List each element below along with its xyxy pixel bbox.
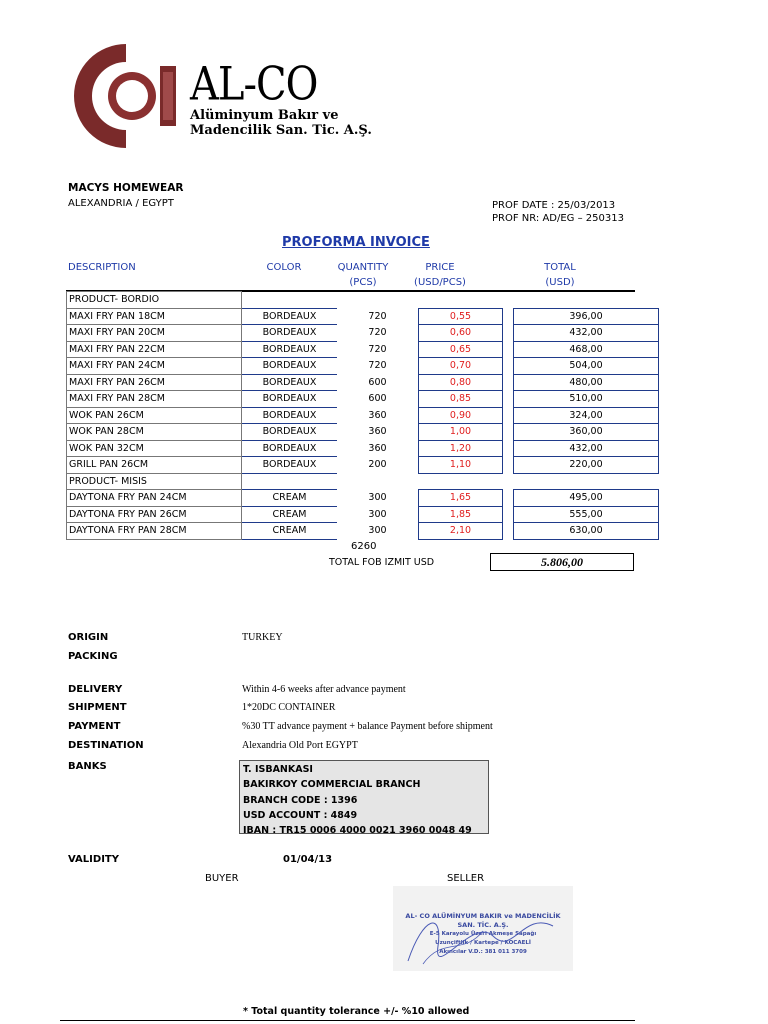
item-price: 0,55 [419,308,503,325]
cell-gap [503,325,514,342]
bank-iban: IBAN : TR15 0006 4000 0021 3960 0048 49 [243,825,472,837]
item-price: 1,20 [419,440,503,457]
cell-gap [503,308,514,325]
cell-gap [503,374,514,391]
item-color: BORDEAUX [242,457,338,474]
item-price [419,473,503,490]
table-row [67,407,659,424]
bank-branch: BAKIRKOY COMMERCIAL BRANCH [243,779,421,791]
prof-date: PROF DATE : 25/03/2013 [492,200,616,211]
item-total: 396,00 [514,308,659,325]
item-description: DAYTONA FRY PAN 28CM [67,523,242,540]
item-total: 432,00 [514,325,659,342]
validity-date: 01/04/13 [283,854,333,865]
customer-name: MACYS HOMEWEAR [68,182,184,194]
item-quantity: 300 [368,525,387,537]
table-row [67,440,659,457]
validity-label: VALIDITY [68,854,119,865]
cell-gap [503,407,514,424]
header-color: COLOR [266,262,302,273]
customer-address: ALEXANDRIA / EGYPT [68,198,174,209]
banks-label: BANKS [68,761,107,772]
section-row [67,292,659,309]
item-description: MAXI FRY PAN 26CM [67,374,242,391]
stamp-line-3: E-5 Karayolu Üzeri Akmeşe Sapağı [429,931,537,937]
item-total: 360,00 [514,424,659,441]
table-row [67,490,659,507]
item-total [514,292,659,309]
item-price: 0,85 [419,391,503,408]
cell-gap [503,506,514,523]
cell-gap [503,473,514,490]
item-color: BORDEAUX [242,308,338,325]
header-quantity: QUANTITY [337,262,389,273]
item-total: 432,00 [514,440,659,457]
delivery-value: Within 4-6 weeks after advance payment [242,684,406,695]
item-price [419,292,503,309]
item-total: 510,00 [514,391,659,408]
stamp-line-4: Uzunçiftlik / Kartepe / KOCAELİ [435,940,531,946]
header-description: DESCRIPTION [68,262,136,273]
item-price: 1,10 [419,457,503,474]
company-stamp [393,886,573,971]
item-quantity: 720 [368,310,387,322]
bank-usd-account: USD ACCOUNT : 4849 [243,809,358,821]
prof-number: PROF NR: AD/EG – 250313 [492,213,624,224]
item-price: 1,00 [419,424,503,441]
header-total: TOTAL [544,262,576,273]
items-table [66,291,659,540]
item-total: 480,00 [514,374,659,391]
company-logo-name: AL-CO [190,58,318,111]
item-color: BORDEAUX [242,374,338,391]
table-row [67,506,659,523]
item-color: BORDEAUX [242,341,338,358]
stamp-line-2: SAN. TİC. A.Ş. [457,921,509,929]
footer-note: * Total quantity tolerance +/- %10 allowed [243,1006,470,1017]
item-total: 324,00 [514,407,659,424]
item-description: MAXI FRY PAN 22CM [67,341,242,358]
item-description: MAXI FRY PAN 28CM [67,391,242,408]
shipment-value: 1*20DC CONTAINER [242,702,336,713]
item-total: 630,00 [514,523,659,540]
item-quantity: 300 [368,492,387,504]
page-title: PROFORMA INVOICE [282,235,430,250]
item-description: PRODUCT- MISIS [67,473,242,490]
item-price: 0,65 [419,341,503,358]
item-total: 495,00 [514,490,659,507]
item-description: PRODUCT- BORDIO [67,292,242,309]
item-description: MAXI FRY PAN 18CM [67,308,242,325]
item-total: 220,00 [514,457,659,474]
packing-label: PACKING [68,651,118,662]
payment-value: %30 TT advance payment + balance Payment before shipment [242,721,493,732]
table-row [67,374,659,391]
item-color: BORDEAUX [242,407,338,424]
item-color: BORDEAUX [242,325,338,342]
logo-mark-icon [66,40,186,152]
item-price: 0,60 [419,325,503,342]
cell-gap [503,292,514,309]
bank-details-box [239,760,489,837]
header-price-unit: (USD/PCS) [414,277,466,288]
delivery-label: DELIVERY [68,684,123,695]
section-row [67,473,659,490]
signature-scribble-icon [403,906,563,966]
item-quantity: 720 [368,360,387,372]
buyer-label: BUYER [205,873,239,884]
seller-label: SELLER [447,873,485,884]
cell-gap [503,341,514,358]
item-description: MAXI FRY PAN 20CM [67,325,242,342]
total-quantity: 6260 [351,541,377,552]
item-color: BORDEAUX [242,424,338,441]
header-price: PRICE [425,262,455,273]
stamp-line-1: AL- CO ALÜMİNYUM BAKIR ve MADENCİLİK [405,912,561,920]
table-row [67,325,659,342]
item-color [242,292,338,309]
cell-gap [503,457,514,474]
table-row [67,341,659,358]
stamp-line-5: Akıncılar V.D.: 381 011 3709 [439,949,527,955]
table-row [67,424,659,441]
item-description: MAXI FRY PAN 24CM [67,358,242,375]
item-total: 504,00 [514,358,659,375]
company-logo-sub1: Alüminyum Bakır ve [190,108,339,123]
table-row [67,358,659,375]
item-price: 0,80 [419,374,503,391]
total-fob-label: TOTAL FOB IZMIT USD [329,557,435,568]
item-quantity [337,292,419,309]
item-color: BORDEAUX [242,358,338,375]
header-quantity-unit: (PCS) [349,277,377,288]
cell-gap [503,490,514,507]
item-price: 0,70 [419,358,503,375]
cell-gap [503,391,514,408]
item-quantity: 600 [368,376,387,388]
cell-gap [503,358,514,375]
item-total: 468,00 [514,341,659,358]
cell-gap [503,424,514,441]
item-color: BORDEAUX [242,391,338,408]
item-description: WOK PAN 32CM [67,440,242,457]
item-price: 1,65 [419,490,503,507]
item-description: WOK PAN 26CM [67,407,242,424]
item-quantity: 360 [368,409,387,421]
table-row [67,457,659,474]
item-color [242,473,338,490]
destination-label: DESTINATION [68,740,144,751]
item-description: DAYTONA FRY PAN 26CM [67,506,242,523]
header-total-unit: (USD) [545,277,575,288]
item-price: 2,10 [419,523,503,540]
item-description: DAYTONA FRY PAN 24CM [67,490,242,507]
item-color: BORDEAUX [242,440,338,457]
origin-label: ORIGIN [68,632,109,643]
item-total [514,473,659,490]
item-quantity: 200 [368,459,387,471]
footer-rule [60,1020,635,1021]
item-color: CREAM [242,490,338,507]
destination-value: Alexandria Old Port EGYPT [242,740,358,751]
cell-gap [503,523,514,540]
table-row [67,308,659,325]
item-quantity: 720 [368,343,387,355]
item-quantity: 300 [368,508,387,520]
item-total: 555,00 [514,506,659,523]
bank-name: T. ISBANKASI [243,764,313,775]
origin-value: TURKEY [242,632,283,643]
shipment-label: SHIPMENT [68,702,127,713]
item-description: WOK PAN 28CM [67,424,242,441]
item-price: 0,90 [419,407,503,424]
item-color: CREAM [242,506,338,523]
table-row [67,391,659,408]
total-fob-value: 5.806,00 [490,553,634,571]
item-quantity: 360 [368,426,387,438]
item-description: GRILL PAN 26CM [67,457,242,474]
company-logo [66,40,186,152]
item-quantity: 720 [368,327,387,339]
item-color: CREAM [242,523,338,540]
item-price: 1,85 [419,506,503,523]
company-logo-sub2: Madencilik San. Tic. A.Ş. [190,123,372,138]
item-quantity [337,473,419,490]
item-quantity: 600 [368,393,387,405]
item-quantity: 360 [368,442,387,454]
payment-label: PAYMENT [68,721,121,732]
table-row [67,523,659,540]
cell-gap [503,440,514,457]
bank-branch-code: BRANCH CODE : 1396 [243,794,358,806]
